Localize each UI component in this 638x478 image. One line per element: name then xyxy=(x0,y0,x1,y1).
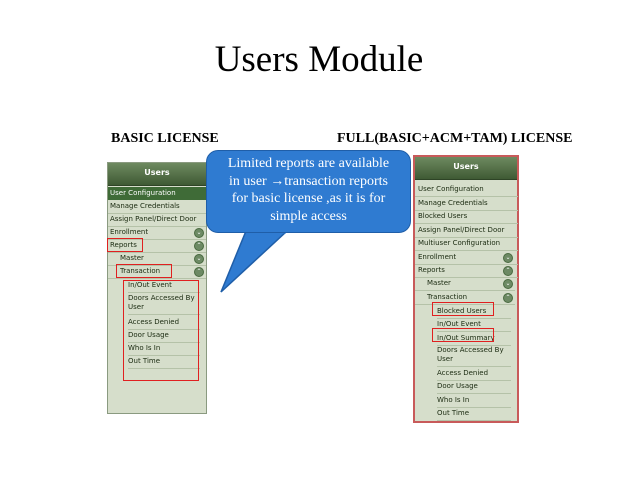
collapse-icon[interactable]: ⌃ xyxy=(503,266,513,276)
menu-item-enrollment[interactable]: Enrollment xyxy=(108,226,206,240)
menu-item-doors-accessed-by-line2[interactable]: User xyxy=(128,301,200,315)
menu-item-master[interactable]: Master xyxy=(415,277,515,291)
menu-item-who-is-in[interactable]: Who Is In xyxy=(128,342,200,356)
menu-item-enrollment[interactable]: Enrollment xyxy=(415,251,518,265)
callout-line: for basic license ,as it is for xyxy=(231,191,386,206)
expand-icon[interactable]: ⌄ xyxy=(194,228,204,238)
expand-icon[interactable]: ⌄ xyxy=(503,279,513,289)
menu-item-user-configuration[interactable]: User Configuration xyxy=(108,187,208,200)
collapse-icon[interactable]: ⌃ xyxy=(194,241,204,251)
callout-line: simple access xyxy=(270,208,347,224)
full-license-heading: FULL(BASIC+ACM+TAM) LICENSE xyxy=(337,131,573,146)
menu-item-door-usage[interactable]: Door Usage xyxy=(128,329,200,343)
menu-header: Users xyxy=(415,157,517,180)
menu-item-assign-panel[interactable]: Assign Panel/Direct Door xyxy=(415,224,518,238)
menu-item-manage-credentials[interactable]: Manage Credentials xyxy=(415,197,518,211)
expand-icon[interactable]: ⌄ xyxy=(194,254,204,264)
menu-item-doors-accessed-by[interactable]: Doors Accessed By xyxy=(437,346,504,354)
menu-item-out-time[interactable]: Out Time xyxy=(437,407,511,421)
menu-item-reports[interactable]: Reports xyxy=(108,239,206,253)
menu-item-who-is-in[interactable]: Who Is In xyxy=(437,394,511,408)
menu-item-assign-panel[interactable]: Assign Panel/Direct Door xyxy=(108,213,206,227)
menu-item-transaction[interactable]: Transaction xyxy=(108,265,206,279)
callout-bubble xyxy=(206,150,411,233)
menu-item-inout-summary[interactable]: In/Out Summary xyxy=(437,332,511,346)
menu-item-blocked-users-report[interactable]: Blocked Users xyxy=(437,305,511,319)
menu-header: Users xyxy=(108,163,206,186)
basic-license-heading: BASIC LICENSE xyxy=(111,131,219,146)
callout-line: Limited reports are available xyxy=(227,156,390,171)
menu-item-blocked-users[interactable]: Blocked Users xyxy=(415,210,518,224)
collapse-icon[interactable]: ⌃ xyxy=(194,267,204,277)
menu-item-out-time[interactable]: Out Time xyxy=(128,355,200,369)
menu-item-master[interactable]: Master xyxy=(108,252,206,266)
callout-line: in user →transaction reports xyxy=(228,173,388,189)
menu-item-doors-accessed-by[interactable]: Doors Accessed By xyxy=(128,294,195,302)
menu-item-inout-event[interactable]: In/Out Event xyxy=(437,318,511,332)
menu-item-access-denied[interactable]: Access Denied xyxy=(128,316,200,330)
menu-item-door-usage[interactable]: Door Usage xyxy=(437,380,511,394)
menu-item-inout-event[interactable]: In/Out Event xyxy=(128,279,200,293)
menu-item-multiuser-configuration[interactable]: Multiuser Configuration xyxy=(415,237,518,251)
collapse-icon[interactable]: ⌃ xyxy=(503,293,513,303)
menu-item-access-denied[interactable]: Access Denied xyxy=(437,367,511,381)
slide-title: Users Module xyxy=(214,39,424,80)
menu-item-reports[interactable]: Reports xyxy=(415,264,518,278)
menu-item-manage-credentials[interactable]: Manage Credentials xyxy=(108,200,206,214)
menu-item-doors-accessed-by-line2[interactable]: User xyxy=(437,353,511,367)
menu-item-user-configuration[interactable]: User Configuration xyxy=(415,183,518,197)
menu-item-transaction[interactable]: Transaction xyxy=(415,291,515,305)
expand-icon[interactable]: ⌄ xyxy=(503,253,513,263)
